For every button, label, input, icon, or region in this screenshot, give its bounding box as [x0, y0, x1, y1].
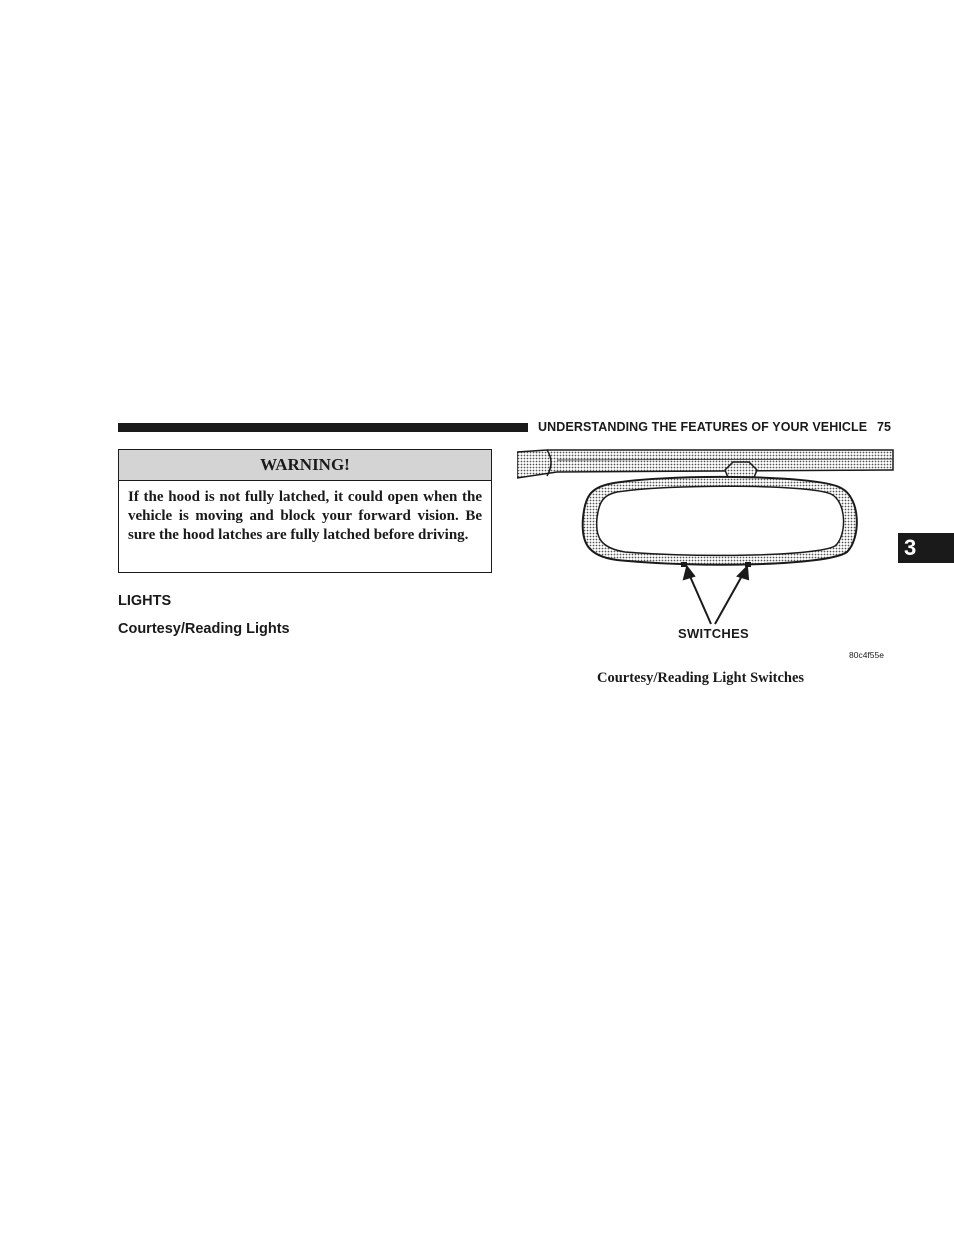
figure-code: 80c4f55e: [849, 650, 884, 660]
mirror-figure: [517, 448, 895, 666]
warning-title: WARNING!: [119, 450, 491, 481]
warning-text: If the hood is not fully latched, it could open when the vehicle is moving and block your forward vision. Be sure the hood latches are fully latched before driving.: [128, 489, 482, 543]
roof-header-bar: [517, 450, 893, 478]
running-header: UNDERSTANDING THE FEATURES OF YOUR VEHICLE: [538, 420, 868, 434]
header-rule: [118, 423, 528, 432]
mirror-housing: [583, 477, 857, 565]
warning-box: [118, 449, 492, 573]
callout-arrows: [684, 567, 748, 624]
section-heading: LIGHTS: [118, 593, 172, 609]
figure-caption: Courtesy/Reading Light Switches: [597, 670, 805, 686]
page-number: 75: [877, 420, 891, 434]
chapter-tab: 3: [898, 533, 954, 563]
sub-heading: Courtesy/Reading Lights: [118, 621, 290, 637]
switches-callout: SWITCHES: [678, 626, 750, 641]
